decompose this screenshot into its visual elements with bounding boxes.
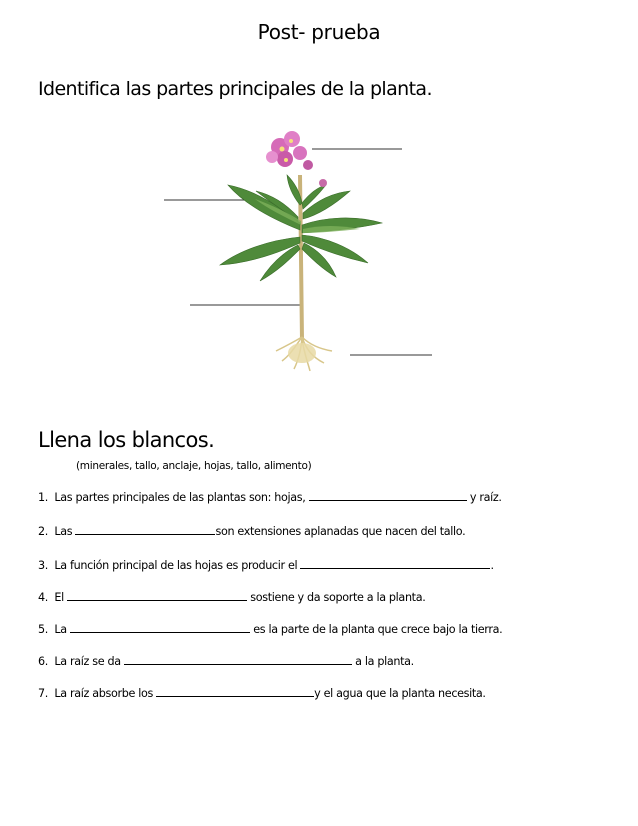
answer-blank-6[interactable]: [124, 654, 352, 665]
question-1: 1. Las partes principales de las plantas son: hojas, y raíz.: [38, 491, 502, 504]
question-4: 4. El sostiene y da soporte a la planta.: [38, 591, 426, 604]
page-title: Post- prueba: [257, 20, 381, 44]
answer-blank-1[interactable]: [309, 490, 467, 501]
answer-blank-3[interactable]: [300, 558, 490, 569]
question-3: 3. La función principal de las hojas es producir el .: [38, 559, 494, 572]
plant-diagram: [160, 125, 440, 375]
answer-blank-4[interactable]: [67, 590, 247, 601]
question-2: 2. Las son extensiones aplanadas que nacen del tallo.: [38, 525, 466, 538]
section-heading-identify: Identifica las partes principales de la planta.: [38, 78, 432, 100]
word-bank: (minerales, tallo, anclaje, hojas, tallo, alimento): [76, 460, 312, 472]
plant-flowers: [266, 131, 327, 187]
answer-blank-2[interactable]: [75, 524, 215, 535]
answer-blank-7[interactable]: [156, 686, 314, 697]
question-5: 5. La es la parte de la planta que crece bajo la tierra.: [38, 623, 503, 636]
question-7: 7. La raíz absorbe los y el agua que la planta necesita.: [38, 687, 486, 700]
answer-blank-5[interactable]: [70, 622, 250, 633]
root-bulb: [288, 343, 316, 363]
question-6: 6. La raíz se da a la planta.: [38, 655, 414, 668]
section-heading-fill-blanks: Llena los blancos.: [38, 428, 215, 452]
